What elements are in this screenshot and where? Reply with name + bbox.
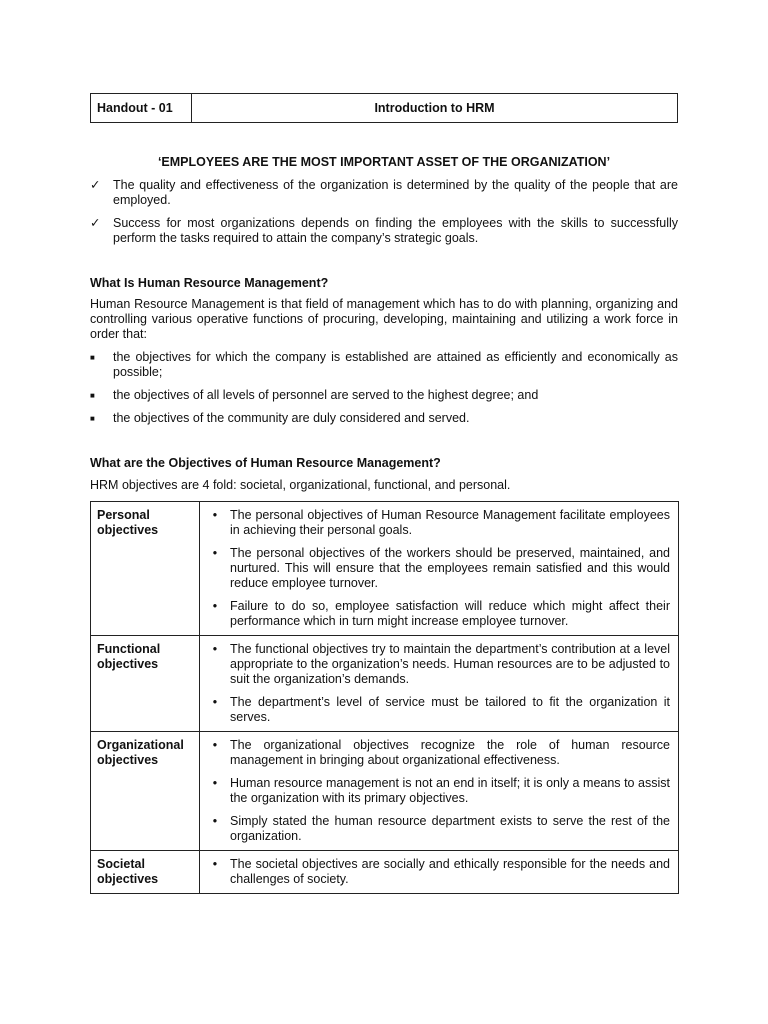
header-table — [90, 93, 678, 123]
square-bullet-icon: ■ — [90, 414, 95, 423]
bullet-icon: • — [212, 508, 218, 522]
list-item-text: the objectives of all levels of personnel are served to the highest degree; and — [113, 388, 539, 402]
table-row — [91, 502, 679, 636]
row-label: Organizational objectives — [91, 732, 200, 851]
list-item — [200, 642, 670, 687]
bullet-icon: • — [212, 695, 218, 709]
bullet-icon: • — [212, 738, 218, 752]
check-item-text: The quality and effectiveness of the organization is determined by the quality of the people that are employed. — [113, 178, 678, 207]
row-points — [200, 732, 679, 851]
list-item — [200, 738, 670, 768]
what-is-intro: Human Resource Management is that field of management which has to do with planning, organizing and controlling various operative functions of procuring, developing, maintaining and utilizing a work force in order that: — [90, 297, 678, 341]
list-item-text: The societal objectives are socially and ethically responsible for the needs and challenges of society. — [230, 857, 670, 886]
list-item — [90, 411, 678, 426]
list-item-text: The personal objectives of Human Resource Management facilitate employees in achieving their personal goals. — [230, 508, 670, 537]
square-bullet-icon: ■ — [90, 353, 95, 362]
section-heading-what-is: What Is Human Resource Management? — [90, 276, 329, 290]
objectives-intro: HRM objectives are 4 fold: societal, organizational, functional, and personal. — [90, 478, 511, 492]
list-item-text: the objectives for which the company is established are attained as efficiently and economically as possible; — [113, 350, 678, 379]
row-label: Functional objectives — [91, 636, 200, 732]
list-item — [200, 546, 670, 591]
checkmark-icon: ✓ — [90, 178, 101, 192]
bullet-icon: • — [212, 814, 218, 828]
row-label: Societal objectives — [91, 851, 200, 894]
bullet-icon: • — [212, 642, 218, 656]
list-item — [200, 599, 670, 629]
checkmark-icon: ✓ — [90, 216, 101, 230]
handout-title: Introduction to HRM — [374, 100, 495, 115]
banner-quote: ‘EMPLOYEES ARE THE MOST IMPORTANT ASSET OF THE ORGANIZATION’ — [157, 155, 611, 169]
list-item — [200, 695, 670, 725]
bullet-icon: • — [212, 776, 218, 790]
list-item — [200, 857, 670, 887]
list-item — [200, 508, 670, 538]
square-bullet-icon: ■ — [90, 391, 95, 400]
list-item — [200, 814, 670, 844]
list-item-text: the objectives of the community are duly considered and served. — [113, 411, 470, 425]
row-points — [200, 636, 679, 732]
list-item-text: The functional objectives try to maintain the department’s contribution at a level appropriate to the organization’s needs. Human resources are to be adjusted to suit the organization’s demands. — [230, 642, 670, 686]
bullet-icon: • — [212, 857, 218, 871]
check-list — [90, 178, 678, 254]
table-row — [91, 851, 679, 894]
list-item — [90, 388, 678, 403]
check-item — [90, 178, 678, 208]
row-points — [200, 502, 679, 636]
list-item-text: The department’s level of service must be tailored to fit the organization it serves. — [230, 695, 670, 724]
list-item-text: Failure to do so, employee satisfaction will reduce which might affect their performance which in turn might increase employee turnover. — [230, 599, 670, 628]
section-heading-objectives: What are the Objectives of Human Resource Management? — [90, 456, 441, 470]
handout-number: Handout - 01 — [91, 94, 192, 122]
list-item — [200, 776, 670, 806]
list-item-text: Human resource management is not an end in itself; it is only a means to assist the organization with its primary objectives. — [230, 776, 670, 805]
list-item-text: Simply stated the human resource department exists to serve the rest of the organization. — [230, 814, 670, 843]
check-item-text: Success for most organizations depends on finding the employees with the skills to successfully perform the tasks required to attain the company’s strategic goals. — [113, 216, 678, 245]
table-row — [91, 636, 679, 732]
list-item — [90, 350, 678, 380]
check-item — [90, 216, 678, 246]
what-is-bullets — [90, 350, 678, 434]
bullet-icon: • — [212, 546, 218, 560]
row-label: Personal objectives — [91, 502, 200, 636]
bullet-icon: • — [212, 599, 218, 613]
list-item-text: The organizational objectives recognize the role of human resource management in bringing about organizational effectiveness. — [230, 738, 670, 767]
table-row — [91, 732, 679, 851]
list-item-text: The personal objectives of the workers should be preserved, maintained, and nurtured. This will ensure that the employees remain satisfied and this would reduce employee turnover. — [230, 546, 670, 590]
row-points — [200, 851, 679, 894]
objectives-table — [90, 501, 679, 894]
